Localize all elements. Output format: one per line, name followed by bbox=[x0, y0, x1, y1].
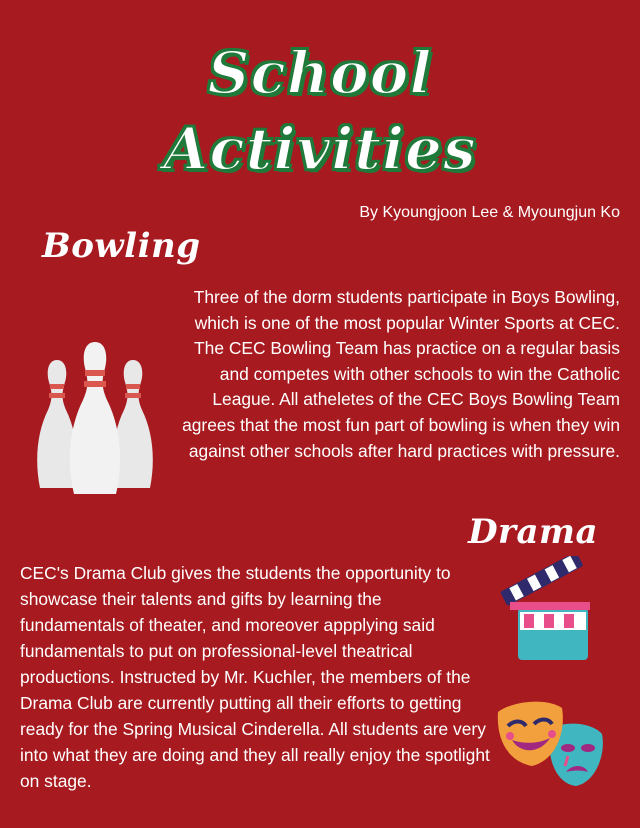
bowling-pins-icon bbox=[30, 338, 160, 498]
theater-masks-icon bbox=[492, 690, 612, 795]
title-line-2: Activities bbox=[163, 115, 477, 183]
bowling-paragraph: Three of the dorm students participate in Boys Bowling, which is one of the most popular Winter Sports at CEC. The CEC Bowling Team has practice on a regular basis and competes with other schools to win the Catholic League. All atheletes of the CEC Boys Bowling Team agrees that the most fun part of bowling is when they win against other schools after hard practices with pressure. bbox=[182, 287, 620, 461]
bowling-pin-middle bbox=[70, 342, 120, 494]
bowling-heading: Bowling bbox=[42, 226, 201, 266]
title-line-1: School bbox=[207, 39, 433, 107]
drama-heading: Drama bbox=[468, 512, 598, 552]
byline: By Kyoungjoon Lee & Myoungjun Ko bbox=[359, 204, 620, 221]
clapperboard-icon bbox=[498, 556, 598, 671]
drama-paragraph: CEC's Drama Club gives the students the opportunity to showcase their talents and gifts by learning the fundamentals of theater, and moreover appplying said fundamentals to put on professional-level theatrical productions. Instructed by Mr. Kuchler, the members of the Drama Club are currently putting all their efforts to getting ready for the Spring Musical Cinderella. All students are very into what they are doing and they all really enjoy the spotlight on stage. bbox=[20, 563, 490, 791]
